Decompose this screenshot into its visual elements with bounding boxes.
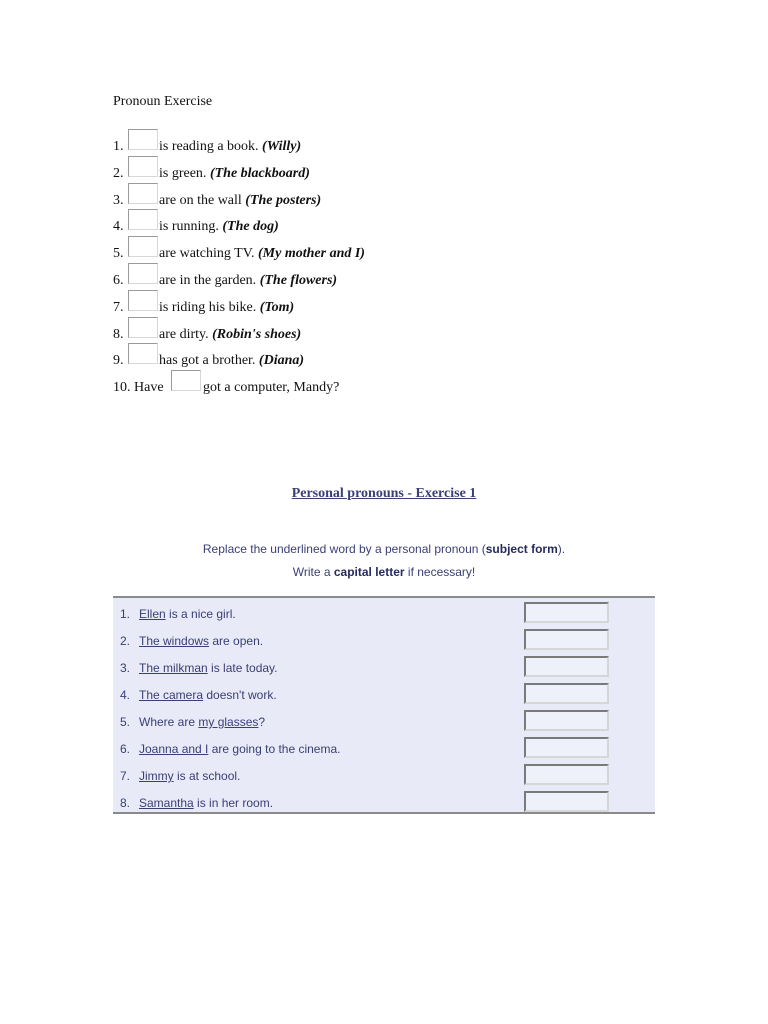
underlined-word: The windows: [139, 634, 210, 648]
answer-input-1[interactable]: [128, 129, 158, 150]
pronoun-input-6[interactable]: [524, 737, 609, 758]
exercise1-item: [113, 317, 613, 344]
pronoun-input-7[interactable]: [524, 764, 609, 785]
item-hint: (The posters): [245, 192, 322, 208]
answer-input-5[interactable]: [128, 236, 158, 257]
table-row: [113, 626, 655, 653]
answer-input-8[interactable]: [128, 317, 158, 338]
item-text: are in the garden.: [159, 272, 260, 288]
exercise1-item: [113, 290, 613, 317]
sentence-text: ?: [258, 715, 266, 729]
item-hint: (The dog): [222, 219, 279, 235]
sentence-text: Where are: [139, 715, 199, 729]
item-text: is green.: [159, 165, 210, 181]
item-number: 6.: [113, 272, 124, 288]
page-title: Pronoun Exercise: [113, 94, 213, 109]
item-text: is running.: [159, 219, 223, 235]
exercise2-table: [113, 596, 655, 814]
row-number: 5.: [120, 715, 131, 729]
pronoun-input-4[interactable]: [524, 683, 609, 704]
table-row: [113, 734, 655, 761]
underlined-word: Jimmy: [139, 769, 174, 783]
table-row: [113, 761, 655, 788]
exercise1-item: [113, 263, 613, 290]
table-row: [113, 707, 655, 734]
row-number: 7.: [120, 769, 131, 783]
item-hint: (Tom): [259, 299, 295, 315]
pronoun-input-5[interactable]: [524, 710, 609, 731]
sentence-text: doesn't work.: [203, 688, 277, 702]
sentence-text: is at school.: [173, 769, 241, 783]
pronoun-input-2[interactable]: [524, 629, 609, 650]
item-hint: (The blackboard): [209, 165, 310, 181]
exercise1-item: [113, 129, 613, 156]
item-text: are watching TV.: [159, 246, 259, 262]
underlined-word: Joanna and I: [139, 742, 209, 756]
sentence-text: are open.: [209, 634, 264, 648]
item-text: are dirty.: [159, 326, 213, 342]
table-row: [113, 599, 655, 626]
item-number: 4.: [113, 219, 124, 235]
instruction-bold: subject form: [485, 542, 558, 556]
item-number: 7.: [113, 299, 124, 315]
item-number: 2.: [113, 165, 124, 181]
row-number: 8.: [120, 796, 131, 810]
answer-input-9[interactable]: [128, 343, 158, 364]
instruction-text: Write a: [292, 565, 334, 579]
exercise1-item: [113, 236, 613, 263]
item-text: has got a brother.: [159, 353, 259, 369]
sentence-text: is in her room.: [193, 796, 274, 810]
table-row: [113, 680, 655, 707]
exercise2-title: Personal pronouns - Exercise 1: [291, 486, 477, 501]
item-text: is reading a book.: [159, 139, 263, 154]
item-hint: (The flowers): [259, 272, 338, 288]
row-number: 6.: [120, 742, 131, 756]
item-number: 1.: [113, 139, 124, 154]
instruction-text: if necessary!: [404, 565, 476, 579]
item-hint: (My mother and I): [258, 246, 365, 262]
answer-input-3[interactable]: [128, 183, 158, 204]
answer-input-4[interactable]: [128, 209, 158, 230]
sentence-text: is late today.: [207, 661, 278, 675]
exercise1-list: [113, 129, 613, 397]
item-number: 3.: [113, 192, 124, 208]
underlined-word: The milkman: [139, 661, 208, 675]
instruction-line-2: [0, 565, 768, 579]
item-text: are on the wall: [159, 192, 246, 208]
table-row: [113, 788, 655, 815]
sentence-text: is a nice girl.: [165, 607, 236, 621]
answer-input-10[interactable]: [171, 370, 201, 391]
exercise1-item: [113, 209, 613, 236]
row-number: 1.: [120, 607, 131, 621]
answer-input-2[interactable]: [128, 156, 158, 177]
exercise1-item: [113, 183, 613, 210]
underlined-word: Samantha: [139, 796, 194, 810]
item-number: 5.: [113, 246, 124, 262]
answer-input-7[interactable]: [128, 290, 158, 311]
instruction-bold: capital letter: [333, 565, 405, 579]
underlined-word: The camera: [139, 688, 204, 702]
item-text: got a computer, Mandy?: [203, 380, 340, 396]
instruction-text: ).: [557, 542, 566, 556]
answer-input-6[interactable]: [128, 263, 158, 284]
item-hint: (Willy): [262, 139, 302, 154]
row-number: 4.: [120, 688, 131, 702]
pronoun-input-3[interactable]: [524, 656, 609, 677]
exercise1-item: [113, 156, 613, 183]
item-hint: (Diana): [258, 353, 305, 369]
item-hint: (Robin's shoes): [212, 326, 302, 342]
table-row: [113, 653, 655, 680]
pronoun-input-1[interactable]: [524, 602, 609, 623]
pronoun-input-8[interactable]: [524, 791, 609, 812]
instruction-text: Replace the underlined word by a personal pronoun (: [202, 542, 486, 556]
exercise1-item: [113, 370, 613, 397]
item-lead-text: 10. Have: [113, 380, 164, 396]
underlined-word: Ellen: [139, 607, 166, 621]
item-text: is riding his bike.: [159, 299, 260, 315]
exercise1-item: [113, 343, 613, 370]
item-number: 9.: [113, 353, 124, 369]
sentence-text: are going to the cinema.: [208, 742, 341, 756]
underlined-word: my glasses: [198, 715, 259, 729]
instruction-line-1: [0, 542, 768, 556]
row-number: 2.: [120, 634, 131, 648]
row-number: 3.: [120, 661, 131, 675]
item-number: 8.: [113, 326, 124, 342]
